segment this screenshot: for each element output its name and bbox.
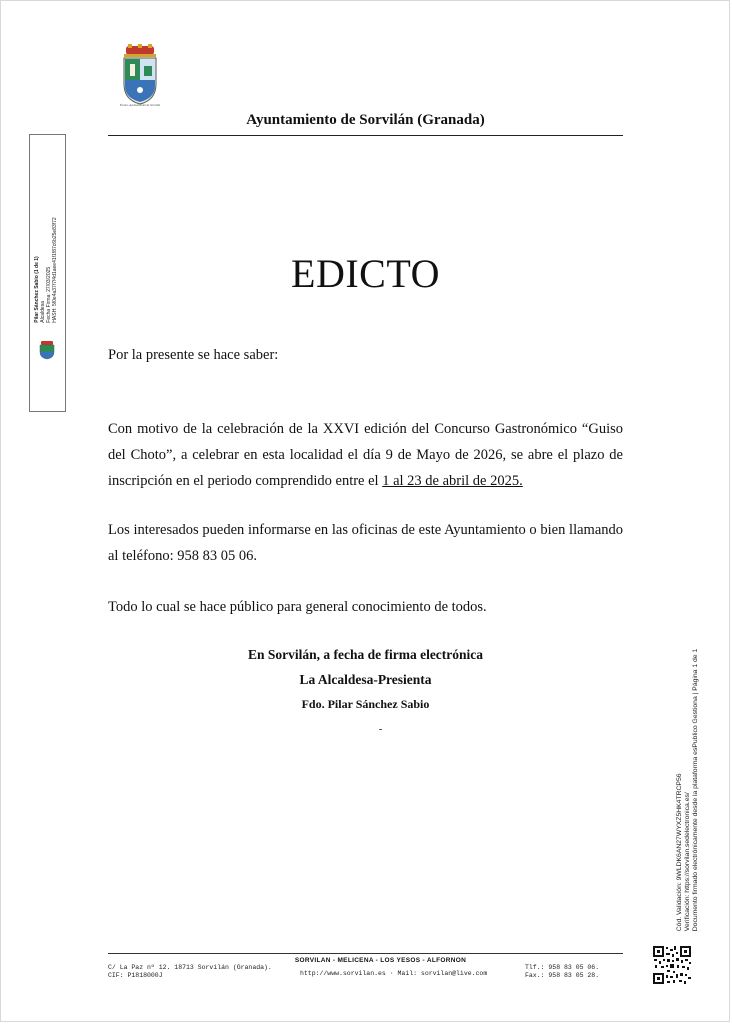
verification-note: Documento firmado electrónicamente desde la plataforma esPublico Gestiona | Página 1 de 1: [692, 648, 699, 932]
paragraph-contest-text: Con motivo de la celebración de la XXVI edición del Concurso Gastronómico “Guiso del Choto”, a celebrar en esta localidad el día 9 de Mayo de 2026, se abre el plazo de inscripción en el periodo comprendido entre el: [108, 421, 623, 489]
footer-cif: CIF: P1818000J: [108, 972, 163, 979]
signer-role: Alcaldesa: [40, 301, 46, 323]
footer-web-mail: http://www.sorvilan.es · Mail: sorvilan@live.com: [300, 970, 488, 977]
paragraph-info: Los interesados pueden informarse en las oficinas de este Ayuntamiento o bien llamando al teléfono: 958 83 05 06.: [108, 522, 623, 564]
closing-role: La Alcaldesa-Presienta: [299, 672, 432, 687]
closing-place: En Sorvilán, a fecha de firma electrónica: [247, 647, 484, 662]
verification-url: Verificación: https://sorvilan.sedelectronica.es/: [684, 792, 691, 932]
footer-address-block: [108, 964, 272, 980]
qr-code-icon: [652, 945, 692, 985]
signature-details: [34, 217, 58, 322]
signature-hash: HASH: 5f0e4a37f7f4d1aee41f1f87c6b25e83f72: [52, 217, 58, 323]
footer-phone-block: [525, 964, 599, 980]
signature-date: Fecha Firma: 27/03/2025: [46, 266, 52, 323]
signature-crest-icon: [37, 340, 57, 360]
header-divider: [108, 135, 623, 136]
paragraph-public: Todo lo cual se hace público para general conocimiento de todos.: [108, 599, 487, 615]
verification-strip: [676, 649, 700, 932]
footer-tel: Tlf.: 958 83 05 06.: [525, 964, 600, 971]
document-title: EDICTO: [291, 251, 440, 296]
paragraph-intro: Por la presente se hace saber:: [108, 347, 279, 363]
header-title: Ayuntamiento de Sorvilán (Granada): [246, 112, 485, 128]
municipal-crest-icon: [112, 44, 168, 108]
paragraph-contest: [108, 416, 623, 494]
validation-code: Cód. Validación: 9WLDK6AN27WYXZ5HK4TRCP56: [676, 773, 683, 932]
footer-fax: Fax.: 958 83 05 28.: [525, 972, 600, 979]
footer-towns: SORVILAN - MELICENA - LOS YESOS - ALFORNON: [294, 957, 467, 964]
crest-caption: Excmo. Ayuntamiento de Sorvilán: [119, 103, 161, 107]
signer-name: Pilar Sánchez Sabio (1 de 1): [34, 256, 40, 323]
registration-dates: 1 al 23 de abril de 2025.: [382, 473, 523, 489]
closing-signature: Fdo. Pilar Sánchez Sabio: [301, 697, 430, 711]
footer-address: C/ La Paz nº 12. 18713 Sorvilán (Granada).: [108, 964, 272, 971]
closing-mark: -: [378, 724, 383, 735]
footer-divider: [108, 953, 623, 954]
